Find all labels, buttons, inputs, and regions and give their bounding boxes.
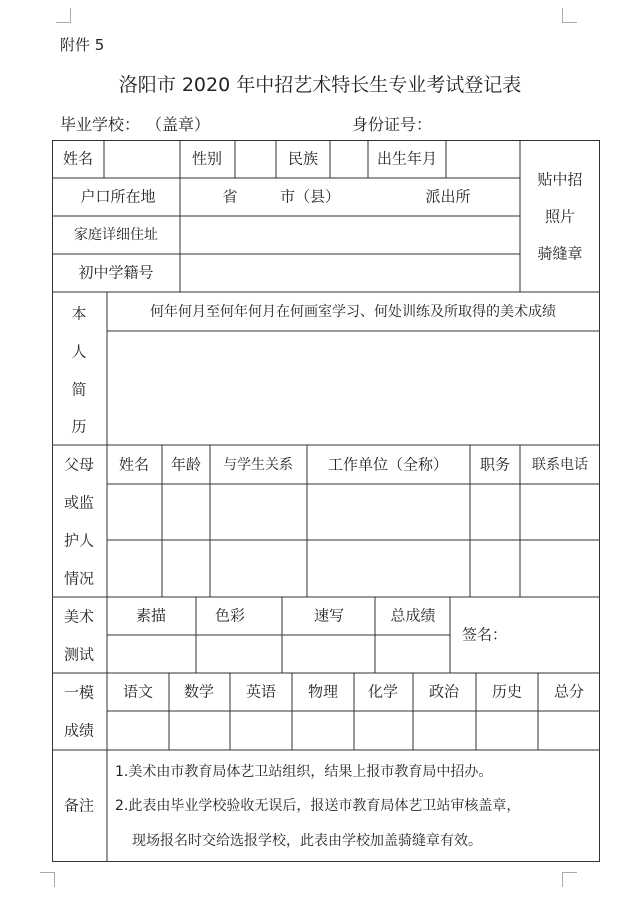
guardian-label-3: 护人 — [63, 531, 95, 550]
mock-col-english: 英语 — [245, 682, 277, 701]
art-test-label-2: 测试 — [63, 645, 95, 664]
photo-label-2: 照片 — [544, 207, 576, 226]
mock-label-2: 成绩 — [63, 721, 95, 740]
art-col-sketch: 素描 — [135, 606, 167, 625]
crop-mark-top-right — [562, 8, 577, 23]
table-grid — [52, 140, 600, 862]
note-line-1: 1.美术由市教育局体艺卫站组织，结果上报市教育局中招办。 — [115, 764, 493, 780]
mock-col-total: 总分 — [553, 682, 585, 701]
note-line-3: 现场报名时交给选报学校，此表由学校加盖骑缝章有效。 — [132, 833, 482, 849]
resume-label-3: 简 — [71, 380, 87, 399]
crop-mark-top-left — [56, 8, 71, 23]
mock-col-chemistry: 化学 — [367, 682, 399, 701]
guardian-col-position: 职务 — [479, 455, 511, 474]
guardian-col-employer: 工作单位（全称） — [327, 455, 449, 474]
page-title: 洛阳市 2020 年中招艺术特长生专业考试登记表 — [118, 74, 522, 96]
school-field — [60, 112, 210, 135]
mock-label-1: 一模 — [63, 683, 95, 702]
name-label: 姓名 — [62, 149, 94, 168]
guardian-col-age: 年龄 — [170, 455, 202, 474]
guardian-label-2: 或监 — [63, 493, 95, 512]
school-label: 毕业学校： — [60, 115, 141, 134]
art-col-color: 色彩 — [214, 606, 246, 625]
art-col-total: 总成绩 — [390, 606, 436, 625]
photo-label-1: 贴中招 — [537, 170, 583, 189]
junior-school-registration-label: 初中学籍号 — [78, 263, 154, 282]
guardian-label-4: 情况 — [63, 569, 95, 588]
resume-label-4: 历 — [71, 417, 87, 436]
hukou-label: 户口所在地 — [80, 187, 156, 206]
guardian-col-relation: 与学生关系 — [223, 457, 293, 473]
mock-col-politics: 政治 — [428, 682, 460, 701]
notes-label: 备注 — [63, 796, 95, 815]
crop-mark-bottom-left — [40, 872, 55, 887]
signature-label: 签名： — [462, 625, 508, 644]
province-label: 省 — [222, 187, 238, 206]
resume-header: 何年何月至何年何月在何画室学习、何处训练及所取得的美术成绩 — [150, 304, 556, 320]
home-address-label: 家庭详细住址 — [74, 227, 158, 243]
ethnicity-label: 民族 — [287, 149, 319, 168]
resume-label-2: 人 — [71, 342, 87, 361]
guardian-label-1: 父母 — [63, 455, 95, 474]
mock-col-history: 历史 — [491, 682, 523, 701]
mock-col-chinese: 语文 — [122, 682, 154, 701]
registration-form-table — [52, 140, 600, 862]
art-test-label-1: 美术 — [63, 607, 95, 626]
note-line-2: 2.此表由毕业学校验收无误后，报送市教育局体艺卫站审核盖章， — [115, 798, 521, 814]
gender-label: 性别 — [191, 149, 223, 168]
birth-date-label: 出生年月 — [376, 149, 438, 168]
guardian-col-name: 姓名 — [118, 455, 150, 474]
id-number-label: 身份证号： — [352, 115, 433, 134]
art-col-quick-sketch: 速写 — [313, 606, 345, 625]
photo-label-3: 骑缝章 — [537, 244, 583, 263]
police-station-label: 派出所 — [425, 187, 471, 206]
stamp-label: （盖章） — [154, 115, 211, 134]
guardian-col-phone: 联系电话 — [532, 457, 588, 473]
attachment-label: 附件 5 — [60, 36, 105, 54]
crop-mark-bottom-right — [562, 872, 577, 887]
resume-label-1: 本 — [71, 304, 87, 323]
mock-col-math: 数学 — [183, 682, 215, 701]
mock-col-physics: 物理 — [307, 682, 339, 701]
city-county-label: 市（县） — [279, 187, 341, 206]
